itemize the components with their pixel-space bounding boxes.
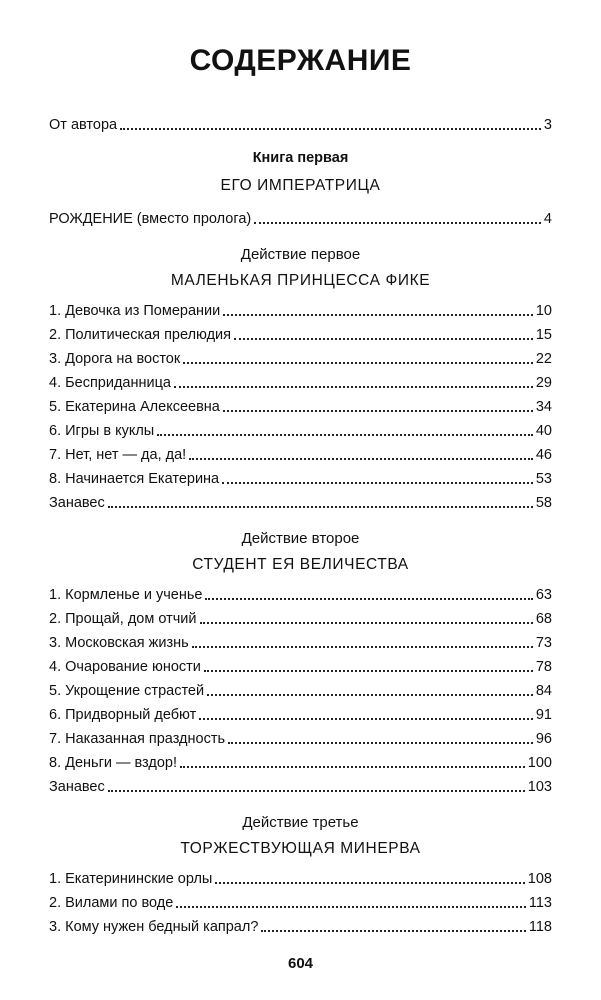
dot-leader xyxy=(200,622,533,624)
toc-entry-label: 1. Екатерининские орлы xyxy=(49,871,213,887)
dot-leader xyxy=(176,906,526,908)
toc-entry-label: 7. Наказанная праздность xyxy=(49,731,226,747)
act-title: СТУДЕНТ ЕЯ ВЕЛИЧЕСТВА xyxy=(192,556,409,573)
toc-entry-page: 58 xyxy=(535,495,552,511)
toc-entry-label: 2. Вилами по воде xyxy=(49,895,174,911)
dot-leader xyxy=(215,882,524,884)
dot-leader xyxy=(108,790,525,792)
toc-entry xyxy=(49,493,552,513)
toc-entry-page: 103 xyxy=(527,779,552,795)
dot-leader xyxy=(183,362,533,364)
toc-entry xyxy=(49,373,552,393)
dot-leader xyxy=(204,670,533,672)
dot-leader xyxy=(205,598,532,600)
toc-entry xyxy=(49,705,552,725)
toc-entry-page: 84 xyxy=(535,683,552,699)
toc-entry-page: 22 xyxy=(535,351,552,367)
dot-leader xyxy=(261,930,525,932)
toc-entry-page: 100 xyxy=(527,755,552,771)
act-title: ТОРЖЕСТВУЮЩАЯ МИНЕРВА xyxy=(180,840,421,857)
dot-leader xyxy=(223,314,533,316)
toc-entry xyxy=(49,469,552,489)
dot-leader xyxy=(174,386,533,388)
toc-entry xyxy=(49,869,552,889)
act-label: Действие первое xyxy=(240,246,361,263)
toc-entry-page: 63 xyxy=(535,587,552,603)
toc-entry-page: 113 xyxy=(528,895,552,911)
act-title: МАЛЕНЬКАЯ ПРИНЦЕССА ФИКЕ xyxy=(170,272,431,289)
toc-entry-page: 29 xyxy=(535,375,552,391)
toc-entry-page: 91 xyxy=(535,707,552,723)
toc-entry-label: 8. Деньги — вздор! xyxy=(49,755,178,771)
toc-entry-label: 5. Укрощение страстей xyxy=(49,683,205,699)
act-label: Действие третье xyxy=(242,814,359,831)
toc-entry-intro xyxy=(49,115,552,135)
dot-leader xyxy=(108,506,533,508)
toc-entry-label: 3. Московская жизнь xyxy=(49,635,189,651)
toc-entry-label: 6. Игры в куклы xyxy=(49,423,155,439)
toc-entry-label: От автора xyxy=(49,117,118,133)
page-title: СОДЕРЖАНИЕ xyxy=(189,44,412,77)
act-label: Действие второе xyxy=(241,530,360,547)
toc-entry-label: Занавес xyxy=(49,495,105,511)
toc-entry-label: Занавес xyxy=(49,779,105,795)
toc-entry-page: 68 xyxy=(535,611,552,627)
dot-leader xyxy=(199,718,533,720)
toc-entry-page: 108 xyxy=(527,871,552,887)
toc-entry xyxy=(49,397,552,417)
toc-entry xyxy=(49,609,552,629)
dot-leader xyxy=(189,458,533,460)
dot-leader xyxy=(222,482,533,484)
toc-entry-page: 96 xyxy=(535,731,552,747)
toc-entry-label: 6. Придворный дебют xyxy=(49,707,197,723)
toc-entry-label: 1. Девочка из Померании xyxy=(49,303,221,319)
toc-entry xyxy=(49,301,552,321)
dot-leader xyxy=(180,766,525,768)
toc-entry-page: 15 xyxy=(535,327,552,343)
toc-entry-label: 2. Прощай, дом отчий xyxy=(49,611,197,627)
toc-entry xyxy=(49,777,552,797)
toc-entry-label: 1. Кормленье и ученье xyxy=(49,587,203,603)
toc-entry-label: 2. Политическая прелюдия xyxy=(49,327,231,343)
dot-leader xyxy=(234,338,533,340)
toc-entry-label: 5. Екатерина Алексеевна xyxy=(49,399,220,415)
book-label: Книга первая xyxy=(252,150,349,166)
toc-entry-page: 10 xyxy=(535,303,552,319)
toc-entry xyxy=(49,917,552,937)
toc-entry-page: 46 xyxy=(535,447,552,463)
toc-entry-label: 3. Кому нужен бедный капрал? xyxy=(49,919,259,935)
toc-entry xyxy=(49,893,552,913)
dot-leader xyxy=(223,410,533,412)
toc-entry xyxy=(49,325,552,345)
toc-entry xyxy=(49,657,552,677)
toc-entry xyxy=(49,421,552,441)
toc-entry-page: 118 xyxy=(528,919,552,935)
dot-leader xyxy=(207,694,533,696)
toc-entry xyxy=(49,445,552,465)
toc-entry-page: 4 xyxy=(543,211,552,227)
toc-entry-label: 7. Нет, нет — да, да! xyxy=(49,447,187,463)
toc-entry xyxy=(49,585,552,605)
toc-entry xyxy=(49,681,552,701)
dot-leader xyxy=(157,434,533,436)
toc-entry xyxy=(49,633,552,653)
toc-entry-prologue xyxy=(49,209,552,229)
toc-entry-page: 53 xyxy=(535,471,552,487)
toc-entry-page: 34 xyxy=(535,399,552,415)
dot-leader xyxy=(192,646,533,648)
toc-entry-page: 73 xyxy=(535,635,552,651)
book-title: ЕГО ИМПЕРАТРИЦА xyxy=(220,177,381,194)
toc-entry-label: РОЖДЕНИЕ (вместо пролога) xyxy=(49,211,252,227)
toc-entry-page: 3 xyxy=(543,117,552,133)
toc-entry-page: 40 xyxy=(535,423,552,439)
dot-leader xyxy=(120,128,541,130)
toc-entry xyxy=(49,753,552,773)
toc-entry-page: 78 xyxy=(535,659,552,675)
toc-entry-label: 8. Начинается Екатерина xyxy=(49,471,220,487)
toc-entry-label: 4. Очарование юности xyxy=(49,659,201,675)
toc-entry-label: 4. Бесприданница xyxy=(49,375,171,391)
dot-leader xyxy=(228,742,533,744)
toc-entry xyxy=(49,729,552,749)
toc-entry-label: 3. Дорога на восток xyxy=(49,351,181,367)
page-number: 604 xyxy=(287,955,314,972)
toc-entry xyxy=(49,349,552,369)
dot-leader xyxy=(254,222,541,224)
